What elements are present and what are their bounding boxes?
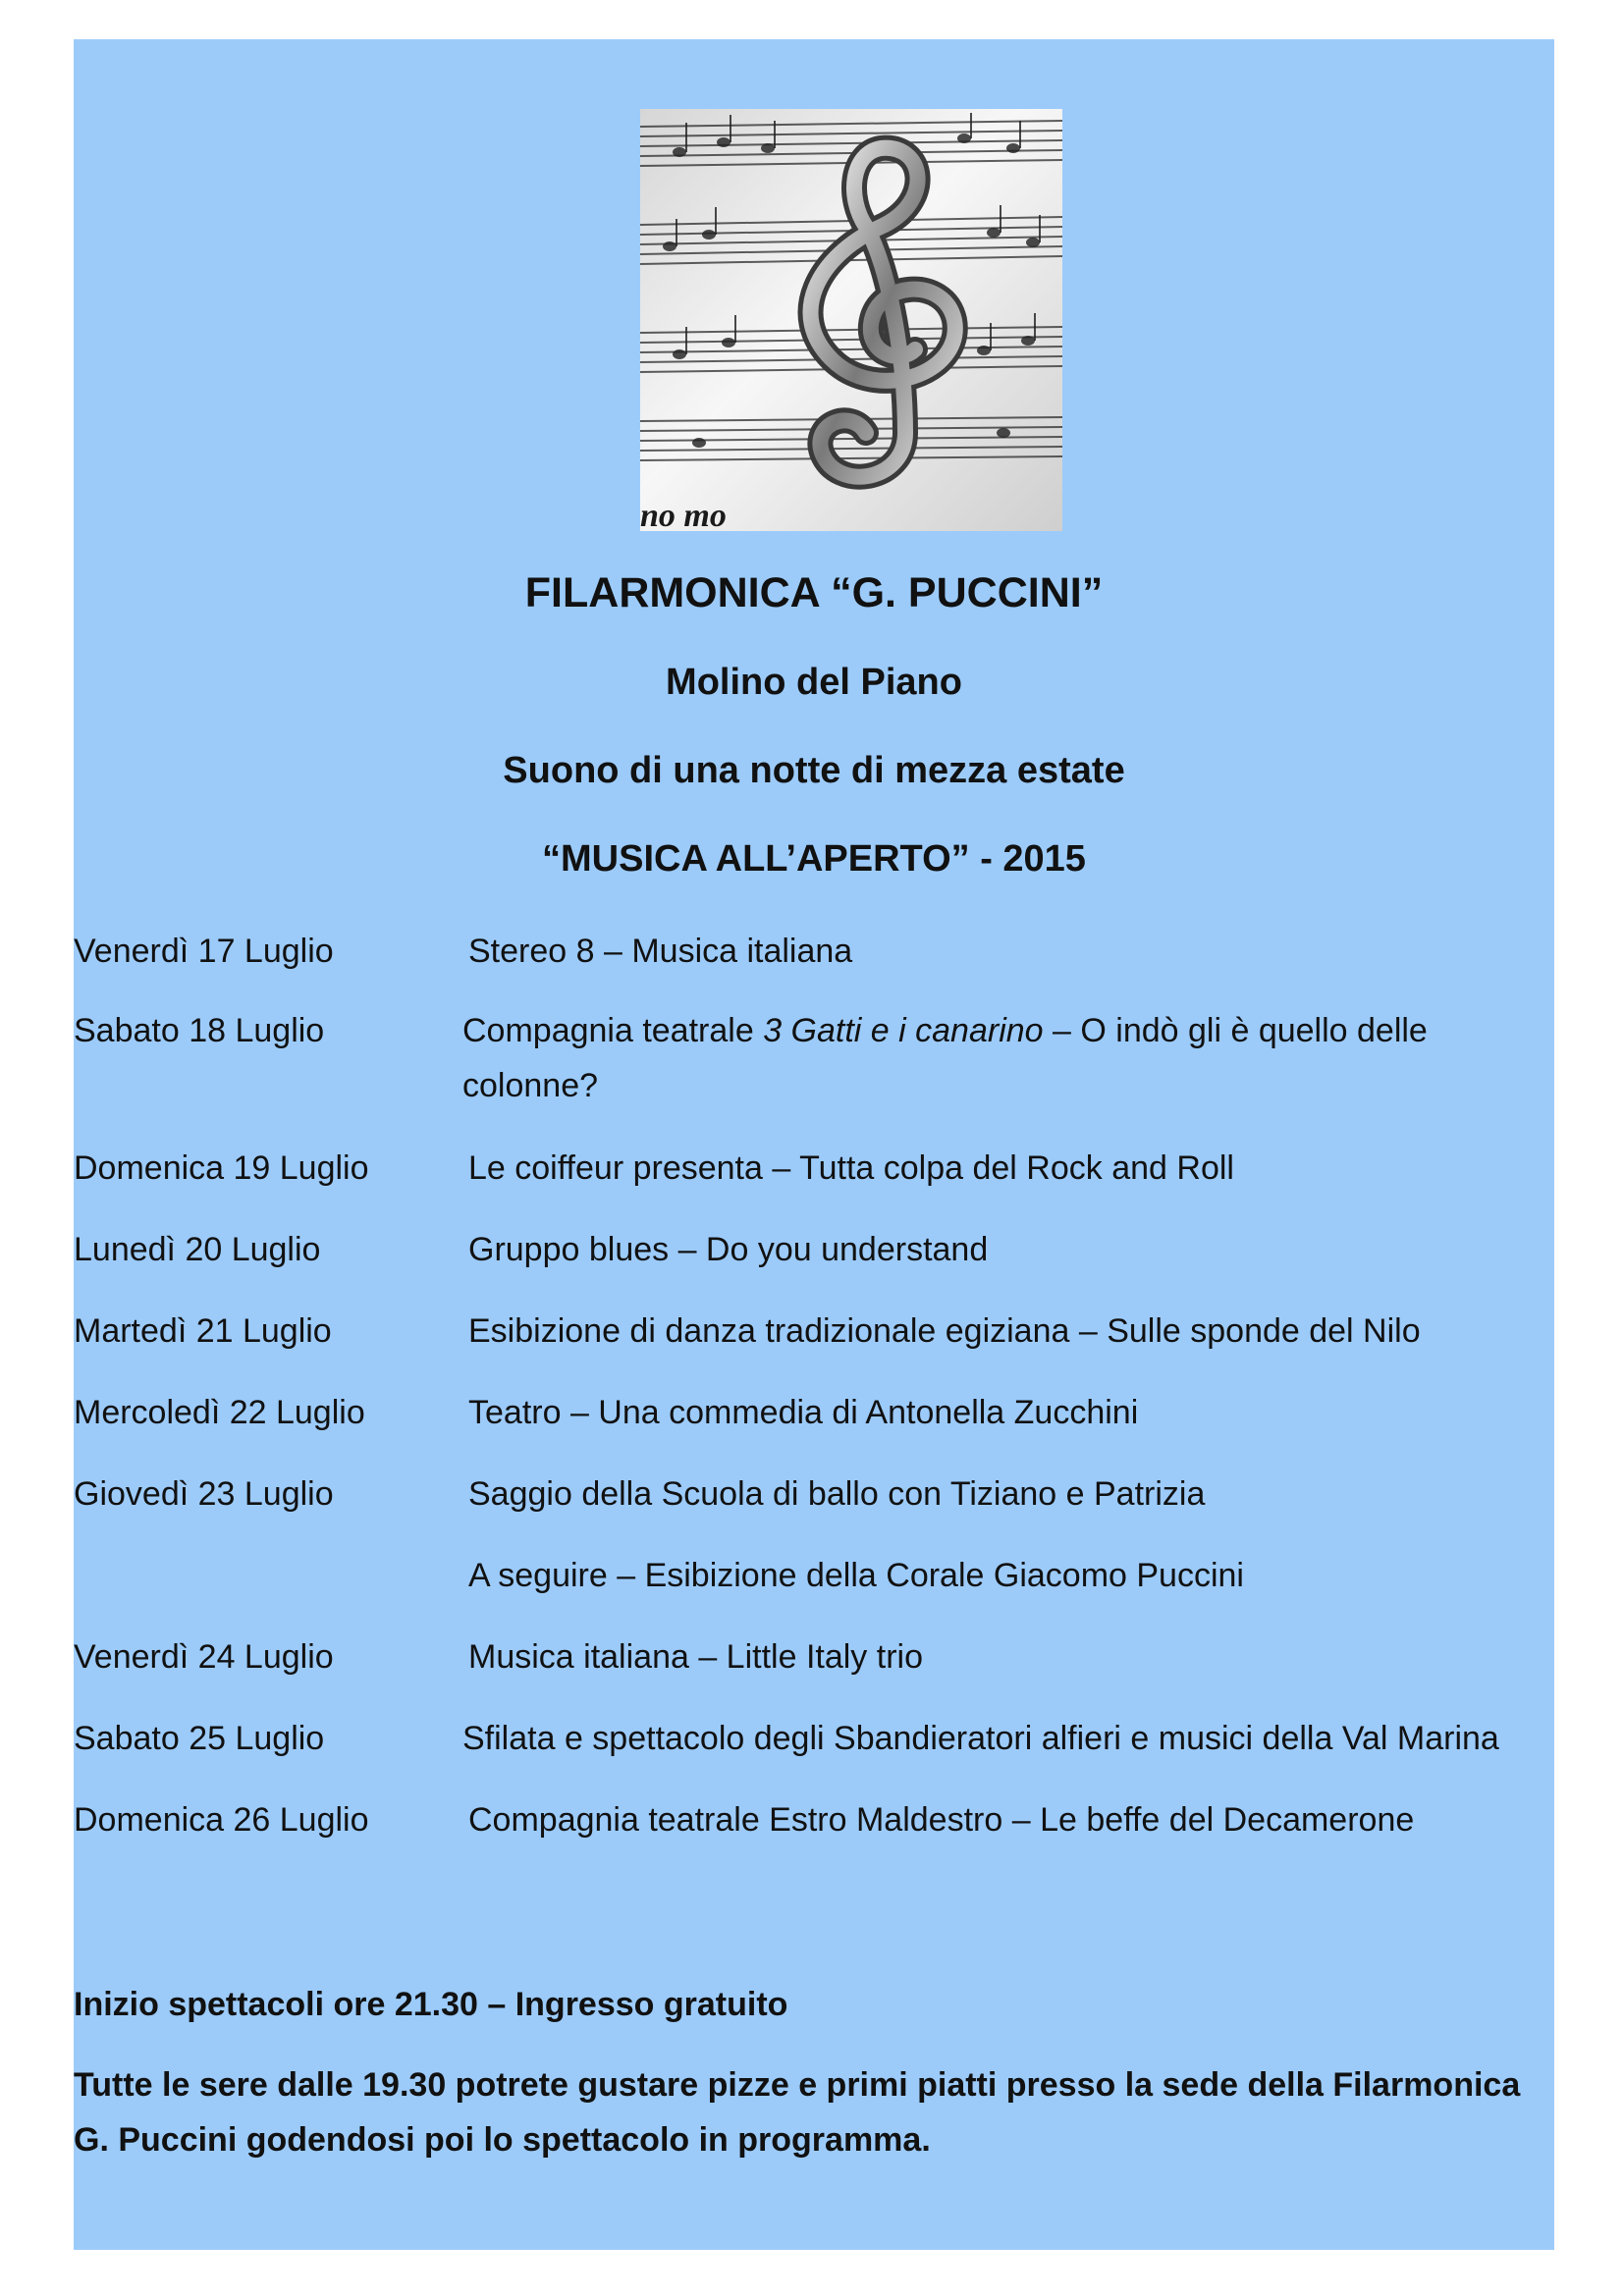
program-day: Venerdì 17 Luglio [74,933,334,970]
program-event: Le coiffeur presenta – Tutta colpa del Rock and Roll [468,1149,1234,1187]
program-day: Sabato 25 Luglio [74,1720,325,1757]
program-day: Venerdì 24 Luglio [74,1638,334,1676]
program-event: Compagnia teatrale Estro Maldestro – Le beffe del Decamerone [468,1801,1415,1839]
program-day: Mercoledì 22 Luglio [74,1394,365,1431]
treble-clef-sheet-music-image [640,109,1062,531]
program-event: Esibizione di danza tradizionale egiziana – Sulle sponde del Nilo [468,1312,1421,1350]
program-day: Lunedì 20 Luglio [74,1231,321,1268]
page-tagline: Suono di una notte di mezza estate [503,750,1125,791]
program-day: Martedì 21 Luglio [74,1312,332,1350]
program-event: Stereo 8 – Musica italiana [468,933,853,970]
program-event-italic: 3 Gatti e i canarino [763,1012,1044,1049]
program-event: Gruppo blues – Do you understand [468,1231,989,1268]
season-heading: “MUSICA ALL’APERTO” - 2015 [542,838,1086,880]
program-event-prefix: Compagnia teatrale [462,1012,764,1049]
program-event: Saggio della Scuola di ballo con Tiziano e Patrizia [468,1475,1206,1513]
flyer-panel [74,39,1554,2250]
start-time-note: Inizio spettacoli ore 21.30 – Ingresso gratuito [74,1986,788,2023]
program-event: Musica italiana – Little Italy trio [468,1638,923,1676]
program-day: Domenica 26 Luglio [74,1801,369,1839]
program-event: Sfilata e spettacolo degli Sbandieratori alfieri e musici della Val Marina [462,1720,1499,1757]
program-day: Sabato 18 Luglio [74,1012,325,1049]
dinner-note: Tutte le sere dalle 19.30 potrete gustare pizze e primi piatti presso la sede della Filarmonica G. Puccini godendosi poi lo spettacolo in programma. [74,2066,1521,2159]
treble-clef-icon [640,109,1062,531]
program-day: Giovedì 23 Luglio [74,1475,334,1513]
program-event-suffix: – O indò gli è quello delle colonne? [462,1012,1428,1104]
program-day: Domenica 19 Luglio [74,1149,369,1187]
program-event [462,1003,1542,1113]
page-title: FILARMONICA “G. PUCCINI” [524,569,1104,616]
program-event: A seguire – Esibizione della Corale Giacomo Puccini [468,1557,1244,1594]
svg-text:no mo: no mo [640,498,727,531]
page-subtitle: Molino del Piano [666,662,962,703]
program-event: Teatro – Una commedia di Antonella Zucchini [468,1394,1139,1431]
